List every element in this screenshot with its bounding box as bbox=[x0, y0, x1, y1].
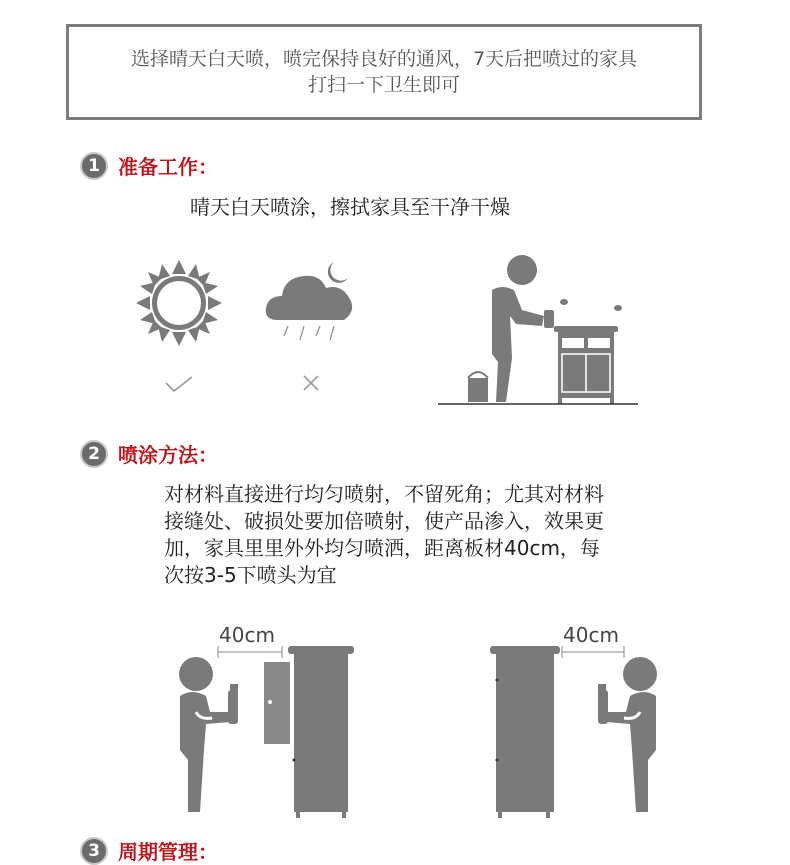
section-2-title: 喷涂方法： bbox=[118, 443, 218, 467]
notice-box bbox=[66, 24, 702, 120]
section-2-line-4: 次按3-5下喷头为宜 bbox=[164, 563, 337, 587]
distance-label-right: 40cm bbox=[563, 623, 619, 647]
person-spraying-left-icon bbox=[170, 640, 360, 818]
section-2-line-1: 对材料直接进行均匀喷射，不留死角；尤其对材料 bbox=[164, 482, 604, 506]
section-3-title: 周期管理： bbox=[118, 840, 218, 864]
section-1-text: 晴天白天喷涂，擦拭家具至干净干燥 bbox=[190, 195, 510, 219]
person-cleaning-cabinet-icon bbox=[438, 254, 638, 406]
section-1-header bbox=[80, 151, 218, 180]
section-1-title: 准备工作： bbox=[118, 155, 218, 179]
rain-cloud-moon-icon bbox=[264, 254, 360, 346]
person-spraying-right-icon bbox=[488, 640, 668, 818]
section-2-line-3: 加，家具里里外外均匀喷洒，距离板材40cm，每 bbox=[164, 536, 600, 560]
section-1-number: 1 bbox=[80, 152, 108, 180]
section-2-header bbox=[80, 439, 218, 468]
cross-icon bbox=[302, 374, 320, 392]
section-2-line-2: 接缝处、破损处要加倍喷射，使产品渗入，效果更 bbox=[164, 509, 604, 533]
distance-label-left: 40cm bbox=[219, 623, 275, 647]
check-icon bbox=[164, 374, 194, 394]
section-2-text bbox=[164, 481, 704, 589]
section-2-number: 2 bbox=[80, 440, 108, 468]
sun-icon bbox=[136, 260, 222, 346]
notice-line-1: 选择晴天白天喷，喷完保持良好的通风，7天后把喷过的家具 bbox=[130, 48, 638, 70]
notice-line-2: 打扫一下卫生即可 bbox=[307, 74, 460, 96]
section-3-header bbox=[80, 836, 218, 865]
section-3-number: 3 bbox=[80, 837, 108, 865]
